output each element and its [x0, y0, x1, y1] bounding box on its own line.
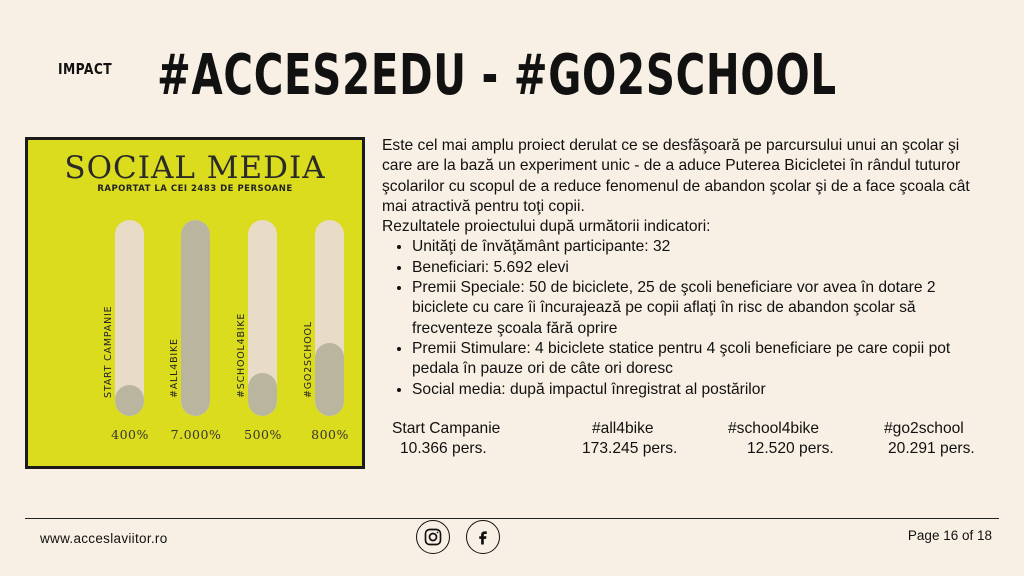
chart-category-label: START CAMPANIE [103, 305, 114, 398]
chart-bar-school4bike [248, 220, 277, 416]
result-beneficiaries: • Beneficiari: 5.692 elevi [412, 258, 992, 278]
chart-bar-fill [248, 373, 277, 416]
chart-bar-fill [181, 220, 210, 416]
section-kicker: IMPACT [58, 60, 113, 78]
chart-title: SOCIAL MEDIA [64, 150, 326, 186]
result-social-media: • Social media: după impactul înregistrat al postărilor [412, 380, 992, 400]
chart-subtitle: RAPORTAT LA CEI 2483 DE PERSOANE [97, 184, 293, 194]
results-heading: Rezultatele proiectului după următorii indicatori: [382, 218, 711, 236]
chart-bar-start-campanie [115, 220, 144, 416]
chart-category-label: #GO2SCHOOL [303, 321, 314, 398]
stat-header-all4bike: #all4bike [592, 420, 654, 437]
result-participating-units: • Unităţi de învăţământ participante: 32 [412, 237, 992, 257]
result-special-prizes: • Premii Speciale: 50 de biciclete, 25 de şcoli beneficiare vor avea în dotare 2 biciclete cu care îi încurajează pe copii aflaţi în risc de abandon şcolar să frecventeze şcoala fără oprire [412, 278, 992, 339]
social-media-stats [392, 419, 992, 459]
stat-header-go2school: #go2school [884, 420, 964, 437]
stat-value-school4bike: 12.520 pers. [747, 440, 834, 457]
stat-value-go2school: 20.291 pers. [888, 440, 975, 457]
stats-value-row [392, 439, 992, 459]
stat-header-start-campanie: Start Campanie [392, 420, 501, 437]
chart-value-label: 500% [244, 427, 282, 442]
chart-value-label: 800% [311, 427, 349, 442]
page-number: Page 16 of 18 [907, 528, 992, 543]
stat-header-school4bike: #school4bike [728, 420, 820, 437]
chart-category-label: #ALL4BIKE [169, 338, 180, 398]
chart-value-label: 7.000% [170, 427, 222, 442]
results-list [382, 237, 992, 399]
chart-value-label: 400% [111, 427, 149, 442]
page-title: #ACCES2EDU - #GO2SCHOOL [157, 43, 837, 108]
stats-header-row [392, 419, 992, 439]
chart-bar-all4bike [181, 220, 210, 416]
social-media-chart [25, 137, 365, 469]
facebook-icon[interactable] [466, 520, 500, 554]
stat-value-start-campanie: 10.366 pers. [400, 440, 487, 457]
chart-bar-fill [315, 343, 344, 416]
chart-bar-go2school [315, 220, 344, 416]
intro-paragraph: Este cel mai amplu proiect derulat ce se desfăşoară pe parcursului unui an şcolar şi care are la bază un experiment unic - de a aduce Puterea Bicicletei în rândul tuturor şcolarilor cu scopul de a reduce fenomenul de abandon şcolar şi de a face şcoala cât mai atractivă pentru toţi copii. [382, 137, 970, 215]
chart-bar-fill [115, 385, 144, 416]
stat-value-all4bike: 173.245 pers. [582, 440, 678, 457]
project-description [382, 136, 992, 400]
footer-divider [25, 518, 999, 519]
result-stimulus-prizes: • Premii Stimulare: 4 biciclete statice pentru 4 şcoli beneficiare pe care copii pot pedala în pauze ori de câte ori doresc [412, 339, 992, 380]
chart-category-label: #SCHOOL4BIKE [236, 312, 247, 398]
instagram-icon[interactable] [416, 520, 450, 554]
website-link[interactable]: www.acceslaviitor.ro [40, 531, 168, 546]
